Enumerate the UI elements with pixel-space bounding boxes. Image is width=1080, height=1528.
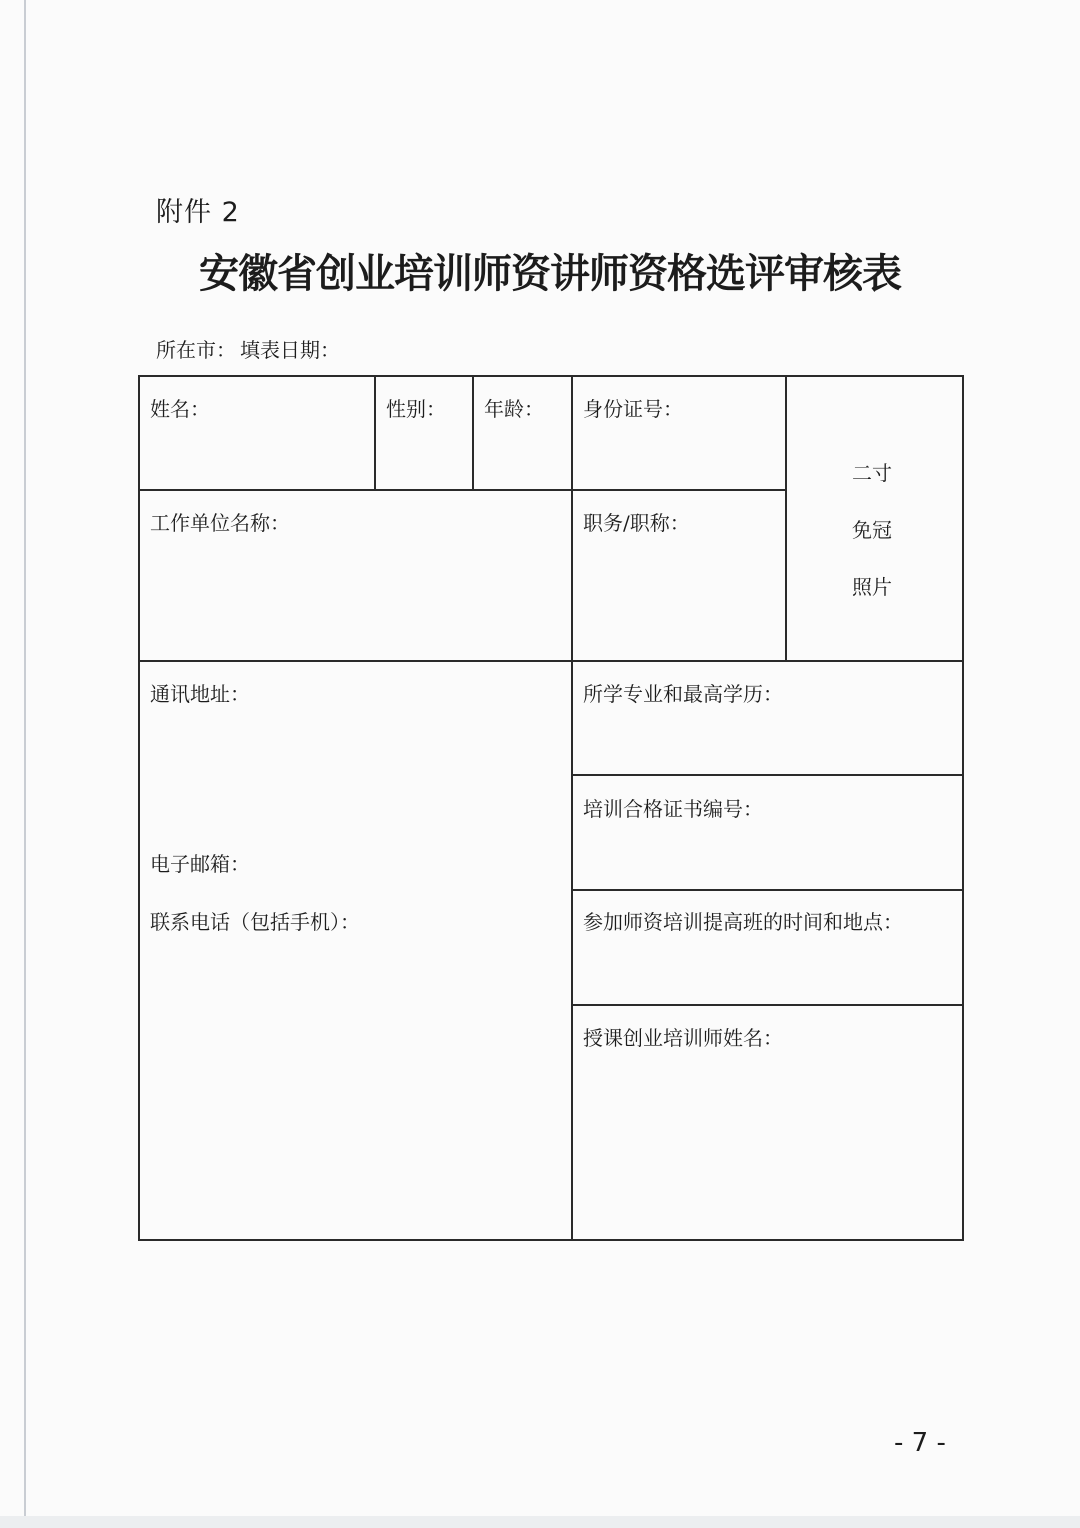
photo-line-2: 免冠 bbox=[852, 518, 892, 542]
employer-field-label: 工作单位名称： bbox=[150, 511, 290, 535]
age-field-label: 年龄： bbox=[484, 397, 544, 421]
phone-field-label: 联系电话（包括手机）： bbox=[150, 910, 360, 934]
page-number: - 7 - bbox=[894, 1428, 946, 1458]
col-divider-age bbox=[472, 375, 474, 490]
address-field-label: 通讯地址： bbox=[150, 682, 250, 706]
table-border-right bbox=[962, 375, 964, 1241]
col-divider-photo bbox=[785, 375, 787, 661]
row-divider-3 bbox=[572, 774, 964, 776]
col-divider-middle bbox=[571, 375, 573, 1241]
photo-placeholder bbox=[852, 445, 892, 616]
row-divider-4 bbox=[572, 889, 964, 891]
table-border-bottom bbox=[138, 1239, 964, 1241]
table-border-top bbox=[138, 375, 964, 377]
row-divider-5 bbox=[572, 1004, 964, 1006]
photo-line-1: 二寸 bbox=[852, 461, 892, 485]
position-field-label: 职务/职称： bbox=[583, 511, 690, 535]
photo-line-3: 照片 bbox=[852, 575, 892, 599]
major-education-field-label: 所学专业和最高学历： bbox=[583, 682, 783, 706]
name-field-label: 姓名： bbox=[150, 397, 210, 421]
certificate-number-field-label: 培训合格证书编号： bbox=[583, 797, 763, 821]
document-title: 安徽省创业培训师资讲师资格选评审核表 bbox=[199, 251, 901, 297]
date-label: 填表日期： bbox=[240, 338, 340, 362]
scan-bottom-edge bbox=[0, 1516, 1080, 1528]
col-divider-gender bbox=[374, 375, 376, 490]
gender-field-label: 性别： bbox=[386, 397, 446, 421]
advanced-class-field-label: 参加师资培训提高班的时间和地点： bbox=[583, 910, 903, 934]
table-border-left bbox=[138, 375, 140, 1241]
review-form-table bbox=[138, 375, 964, 1241]
city-label: 所在市： bbox=[156, 338, 236, 362]
trainer-name-field-label: 授课创业培训师姓名： bbox=[583, 1026, 783, 1050]
id-number-field-label: 身份证号： bbox=[583, 397, 683, 421]
row-divider-1 bbox=[138, 489, 786, 491]
row-divider-2 bbox=[138, 660, 964, 662]
attachment-label: 附件 2 bbox=[156, 197, 240, 228]
scan-left-edge bbox=[24, 0, 26, 1528]
meta-line bbox=[156, 334, 340, 363]
email-field-label: 电子邮箱： bbox=[150, 852, 250, 876]
